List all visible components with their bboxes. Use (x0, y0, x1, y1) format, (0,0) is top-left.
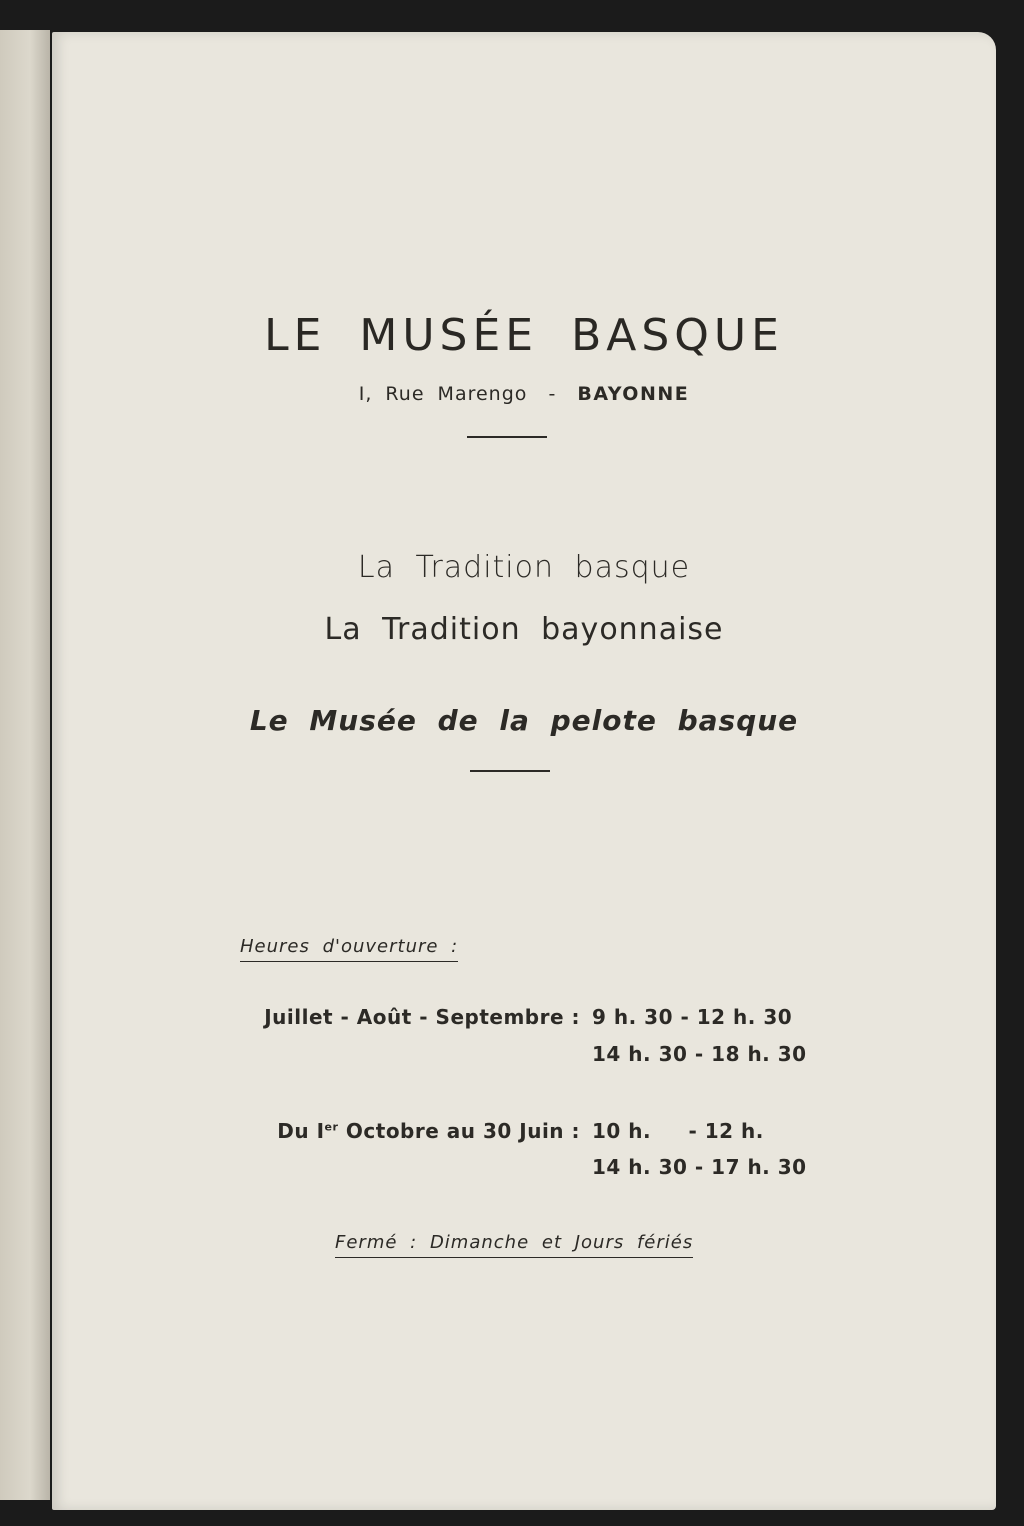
winter-morning-hours: 10 h. - 12 h. (592, 1119, 764, 1143)
section-pelote-museum: Le Musée de la pelote basque (249, 704, 799, 737)
address-street: I, Rue Marengo (358, 383, 528, 405)
summer-morning-hours: 9 h. 30 - 12 h. 30 (592, 1005, 793, 1029)
section-tradition-bayonnaise: La Tradition bayonnaise (324, 612, 724, 647)
divider-top (467, 436, 547, 438)
winter-period-label (277, 1119, 580, 1143)
summer-period-label: Juillet - Août - Septembre : (264, 1005, 580, 1029)
brochure-page (52, 32, 996, 1510)
summer-afternoon-hours: 14 h. 30 - 18 h. 30 (592, 1042, 807, 1066)
address-separator: - (548, 383, 557, 405)
left-page-edge (0, 30, 50, 1500)
closed-days-note: Fermé : Dimanche et Jours fériés (335, 1232, 693, 1258)
divider-middle (470, 770, 550, 772)
address-city: BAYONNE (577, 383, 690, 405)
page-title: LE MUSÉE BASQUE (264, 310, 784, 361)
winter-label-pre: Du I (277, 1119, 325, 1143)
section-tradition-basque: La Tradition basque (357, 550, 691, 585)
winter-label-superscript: er (324, 1120, 339, 1134)
winter-label-post: Octobre au 30 Juin : (338, 1119, 580, 1143)
opening-hours-heading: Heures d'ouverture : (240, 936, 458, 962)
museum-address (52, 383, 996, 405)
winter-afternoon-hours: 14 h. 30 - 17 h. 30 (592, 1155, 807, 1179)
